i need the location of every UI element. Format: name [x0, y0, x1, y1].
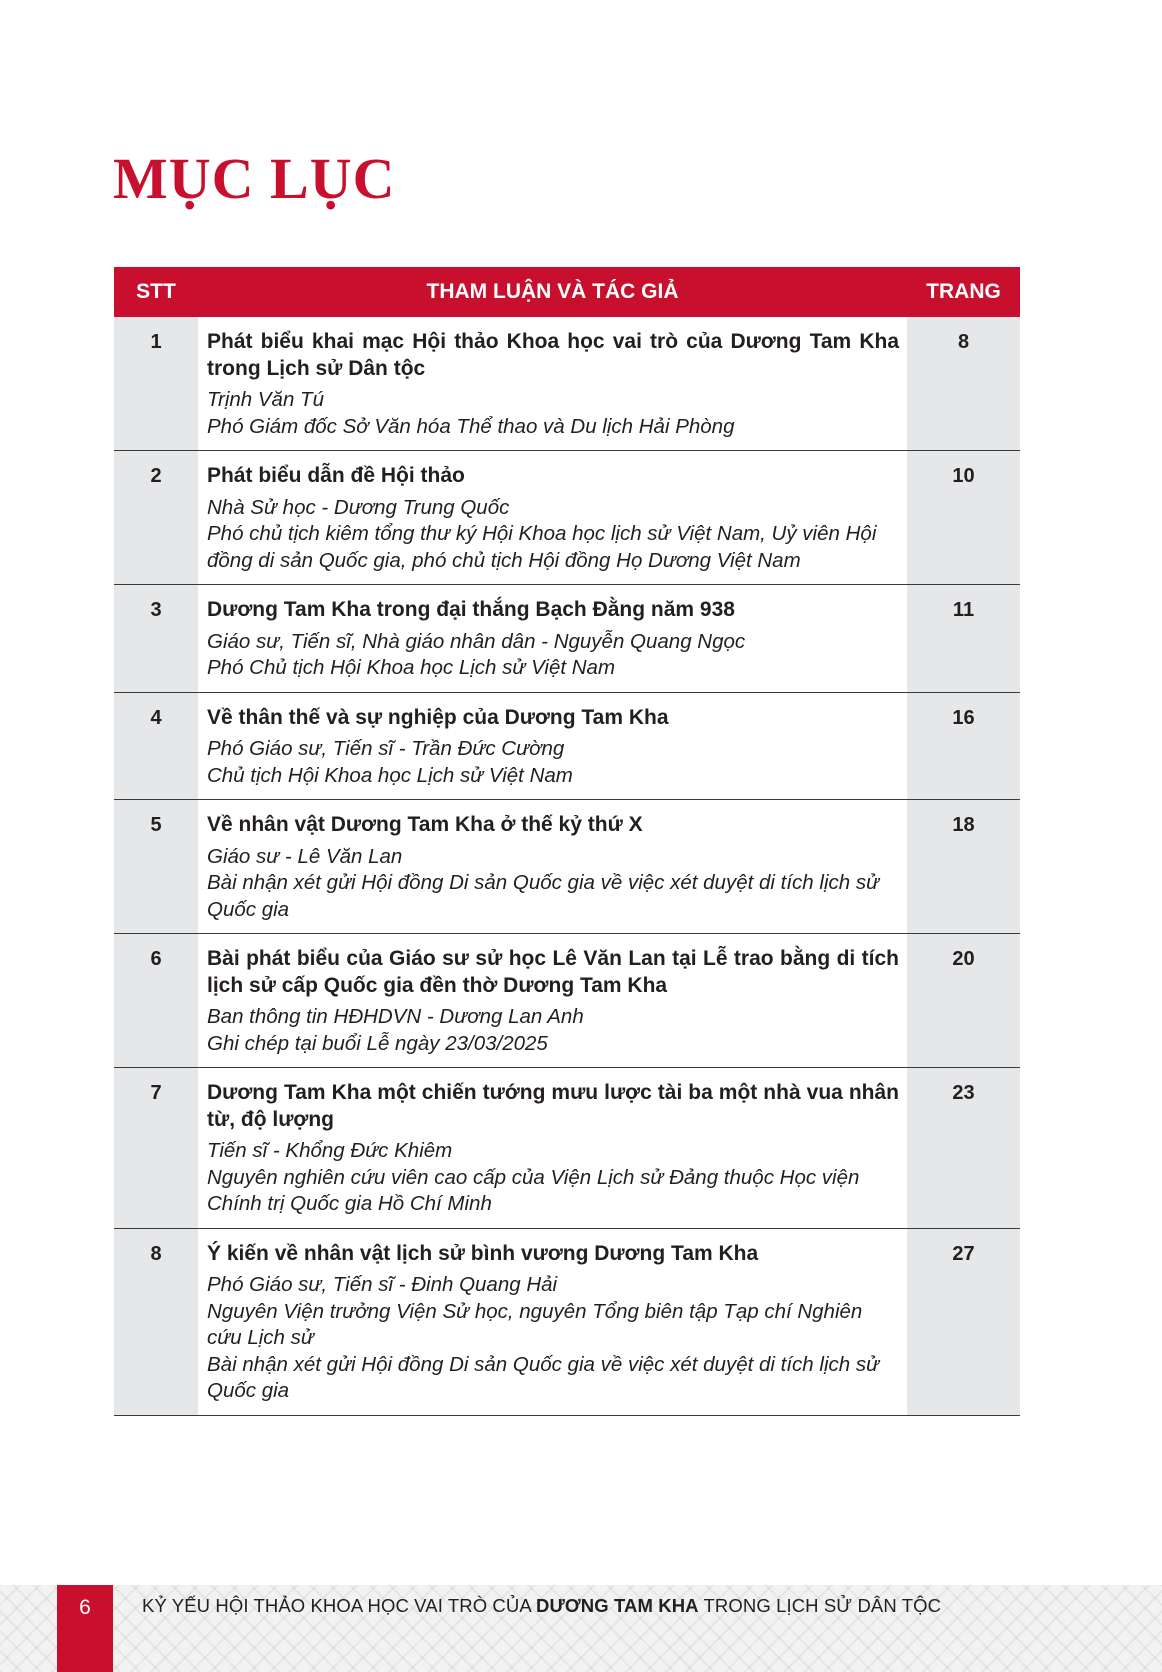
item-title: Bài phát biểu của Giáo sư sử học Lê Văn Lan tại Lễ trao bằng di tích lịch sử cấp Quốc gia đền thờ Dương Tam Kha: [207, 947, 899, 997]
item-title: Phát biểu khai mạc Hội thảo Khoa học vai trò của Dương Tam Kha trong Lịch sử Dân tộc: [207, 330, 899, 380]
item-title: Phát biểu dẫn đề Hội thảo: [207, 464, 465, 487]
row-number: 8: [114, 1229, 198, 1415]
item-author: Phó Giáo sư, Tiến sĩ - Trần Đức Cường: [207, 737, 565, 760]
header-page: TRANG: [926, 280, 1001, 303]
row-number: 7: [114, 1068, 198, 1228]
item-note: Bài nhận xét gửi Hội đồng Di sản Quốc gia về việc xét duyệt di tích lịch sử Quốc gia: [207, 1352, 880, 1402]
row-page-number: 20: [907, 934, 1020, 1067]
item-note: Phó Chủ tịch Hội Khoa học Lịch sử Việt Nam: [207, 656, 616, 679]
item-note: Chủ tịch Hội Khoa học Lịch sử Việt Nam: [207, 763, 573, 787]
row-page-number: 10: [907, 451, 1020, 584]
footer-text-before: KỶ YẾU HỘI THẢO KHOA HỌC VAI TRÒ CỦA: [142, 1595, 537, 1616]
item-note: Bài nhận xét gửi Hội đồng Di sản Quốc gia về việc xét duyệt di tích lịch sử Quốc gia: [207, 871, 880, 921]
item-note: Phó Giám đốc Sở Văn hóa Thể thao và Du lịch Hải Phòng: [207, 414, 735, 438]
item-title: Về thân thế và sự nghiệp của Dương Tam Kha: [207, 705, 669, 729]
row-page-number: 18: [907, 800, 1020, 933]
header-stt: STT: [136, 280, 176, 303]
table-row: [114, 451, 1020, 585]
item-author: Giáo sư, Tiến sĩ, Nhà giáo nhân dân - Nguyễn Quang Ngọc: [207, 629, 746, 653]
row-content: [198, 800, 907, 933]
row-page-number: 27: [907, 1229, 1020, 1415]
toc-table: [114, 267, 1020, 1416]
item-note: Nguyên Viện trưởng Viện Sử học, nguyên Tổng biên tập Tạp chí Nghiên cứu Lịch sử: [207, 1299, 863, 1349]
row-page-number: 8: [907, 317, 1020, 450]
table-row: [114, 1068, 1020, 1229]
row-page-number: 11: [907, 585, 1020, 692]
item-author: Tiến sĩ - Khổng Đức Khiêm: [207, 1139, 453, 1162]
item-title: Về nhân vật Dương Tam Kha ở thế kỷ thứ X: [207, 813, 643, 836]
page-title: MỤC LỤC: [113, 146, 396, 211]
item-author: Nhà Sử học - Dương Trung Quốc: [207, 495, 510, 519]
table-row: [114, 693, 1020, 801]
table-row: [114, 934, 1020, 1068]
item-note: Ghi chép tại buổi Lễ ngày 23/03/2025: [207, 1031, 548, 1055]
footer-running-title: [142, 1595, 941, 1617]
row-content: [198, 317, 907, 450]
table-row: [114, 1229, 1020, 1416]
row-page-number: 23: [907, 1068, 1020, 1228]
item-title: Dương Tam Kha một chiến tướng mưu lược tài ba một nhà vua nhân từ, độ lượng: [207, 1081, 899, 1131]
footer-page-number: 6: [57, 1585, 113, 1672]
item-note: Nguyên nghiên cứu viên cao cấp của Viện Lịch sử Đảng thuộc Học viện Chính trị Quốc gia Hồ Chí Minh: [207, 1165, 860, 1215]
header-main: THAM LUẬN VÀ TÁC GIẢ: [426, 280, 679, 303]
item-title: Ý kiến về nhân vật lịch sử bình vương Dương Tam Kha: [207, 1241, 759, 1265]
table-body: [114, 317, 1020, 1416]
row-content: [198, 693, 907, 800]
item-note: Phó chủ tịch kiêm tổng thư ký Hội Khoa học lịch sử Việt Nam, Uỷ viên Hội đồng di sản Quốc gia, phó chủ tịch Hội đồng Họ Dương Việt Nam: [207, 522, 877, 572]
row-page-number: 16: [907, 693, 1020, 800]
item-title: Dương Tam Kha trong đại thắng Bạch Đằng năm 938: [207, 598, 735, 621]
table-row: [114, 317, 1020, 451]
row-content: [198, 934, 907, 1067]
row-number: 5: [114, 800, 198, 933]
item-author: Phó Giáo sư, Tiến sĩ - Đinh Quang Hải: [207, 1273, 558, 1296]
row-number: 4: [114, 693, 198, 800]
row-content: [198, 451, 907, 584]
footer-text-bold: DƯƠNG TAM KHA: [536, 1595, 699, 1616]
row-number: 1: [114, 317, 198, 450]
table-row: [114, 800, 1020, 934]
row-content: [198, 585, 907, 692]
item-author: Trịnh Văn Tú: [207, 388, 324, 411]
row-number: 6: [114, 934, 198, 1067]
table-header: [114, 267, 1020, 317]
row-content: [198, 1229, 907, 1415]
row-content: [198, 1068, 907, 1228]
item-author: Giáo sư - Lê Văn Lan: [207, 844, 403, 868]
footer-text-after: TRONG LỊCH SỬ DÂN TỘC: [698, 1595, 942, 1616]
table-row: [114, 585, 1020, 693]
row-number: 2: [114, 451, 198, 584]
item-author: Ban thông tin HĐHDVN - Dương Lan Anh: [207, 1005, 584, 1028]
row-number: 3: [114, 585, 198, 692]
